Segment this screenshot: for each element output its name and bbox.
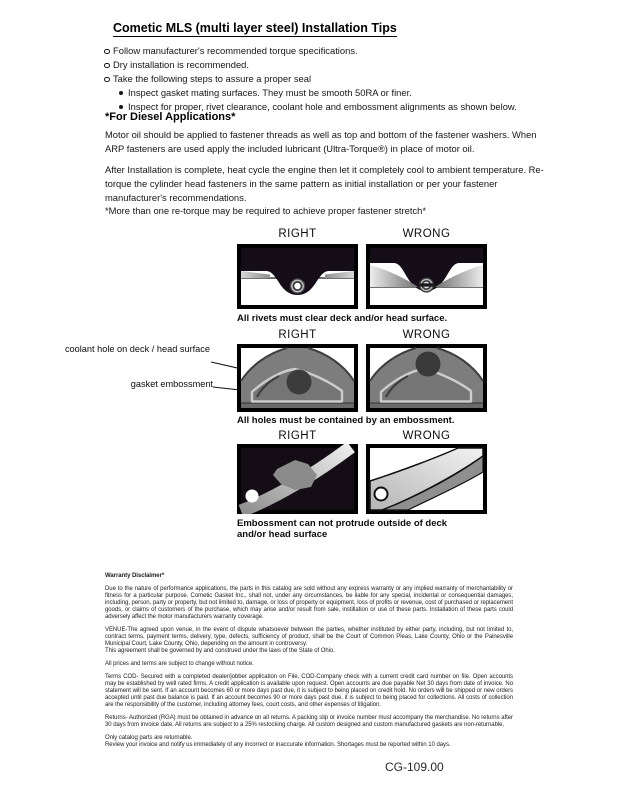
coolant-hole-icon (287, 370, 312, 395)
row3-caption: Embossment can not protrude outside of deck and/or head surface (237, 518, 448, 540)
diagram-rivet-wrong (366, 244, 487, 309)
row2-caption: All holes must be contained by an embossment. (237, 415, 455, 426)
diesel-applications-heading: *For Diesel Applications* (105, 111, 236, 123)
tip-item: Dry installation is recommended. (104, 58, 564, 72)
disclaimer-paragraph: VENUE-The agreed upon venue, in the event of dispute whatsoever between the parties, whether instituted by either party, including, but not limited to, contract terms, payment terms, delivery, type, defects, sufficiency of product, shall be the Court of Common Pleas, Lake County, Ohio or the Painesville Municipal Court, Lake County, Ohio, depending on the amount in controversy. (105, 627, 513, 647)
diesel-paragraph-1: Motor oil should be applied to fastener threads as well as top and bottom of the fastener washers. When ARP fasteners are used apply the included lubricant (Ultra-Torque®) in place of motor oil. (105, 129, 537, 154)
tip-item: Follow manufacturer's recommended torque specifications. (104, 44, 564, 58)
disclaimer-paragraph: All prices and terms are subject to change without notice. (105, 661, 254, 667)
diagram-embossment-right (237, 344, 358, 412)
row2-right-label: RIGHT (278, 329, 317, 341)
bolt-hole-icon (375, 488, 388, 501)
bolt-hole-icon (246, 490, 259, 503)
disclaimer-paragraph: Review your invoice and notify us immediately of any incorrect or inaccurate information. Shortages must be reported within 10 days. (105, 742, 451, 748)
tip-sub-item: Inspect gasket mating surfaces. They must be smooth 50RA or finer. (119, 86, 564, 100)
diagram-embossment-wrong (366, 344, 487, 412)
disclaimer-heading: Warranty Disclaimer* (105, 573, 165, 579)
diagram-rivet-right (237, 244, 358, 309)
tip-item: Take the following steps to assure a proper seal (104, 72, 564, 86)
diesel-paragraph-2: After Installation is complete, heat cycle the engine then let it completely cool to ambient temperature. Re-torque the cylinder head fasteners in the same pattern as initial installation or per your fastener manufacturer's recommendations. (105, 164, 544, 203)
warranty-disclaimer (105, 573, 513, 749)
catalog-page-number: CG-109.00 (385, 760, 444, 774)
row1-caption: All rivets must clear deck and/or head surface. (237, 313, 448, 324)
diagram-protrusion-right (237, 444, 358, 514)
diagram-protrusion-wrong (366, 444, 487, 514)
disclaimer-paragraph: Returns- Authorized (RGA) must be obtained in advance on all returns. A packing slip or invoice number must accompany the merchandise. No returns after 30 days from invoice date. All returns are subject to a 25% restocking charge. All custom designed and custom manufactured gaskets are non-returnable. (105, 715, 513, 728)
row1-wrong-label: WRONG (402, 228, 451, 240)
retorque-note: *More than one re-torque may be required to achieve proper fastener stretch* (105, 205, 427, 216)
disclaimer-paragraph: Due to the nature of performance applications, the parts in this catalog are sold without any express warranty or any implied warranty of merchantability or fitness for a particular purpose. Cometic Gasket Inc., shall not, under any circumstances, be liable for any special, incidental or consequential damages, including, person, party or property, but not limited to, damage, or loss of property or equipment, loss of profits or revenue, cost of purchased or replacement goods, or claims of customers of the purchase, which may arise and/or result from sale, instillation or use of these parts. Installation of these parts could adversely affect the motor manufacturers warranty coverage. (105, 586, 513, 620)
row1-right-label: RIGHT (278, 228, 317, 240)
callout-gasket-embossment: gasket embossment (130, 379, 213, 389)
coolant-hole-icon (416, 352, 441, 377)
disclaimer-paragraph: Terms COD- Secured with a completed dealer/jobber application on File, COD-Company check with a current credit card number on file. Open accounts may be established by well rated firms. A credit application is available upon request. Open accounts are due payable Net 30 days from date of invoice. No statement will be sent. If an account becomes 60 or more days past due, it is subject to being placed on credit hold. No orders will be shipped or new orders accepted until past due balance is paid. If an account becomes 90 or more days past due, it is subject to being placed for collections. All costs of collection are the responsibility of the customer, including attorney fees, court costs, and other expenses of litigation. (105, 674, 513, 708)
disclaimer-paragraph: Only catalog parts are returnable. (105, 735, 193, 741)
callout-coolant-hole: coolant hole on deck / head surface (64, 344, 210, 354)
row3-right-label: RIGHT (278, 430, 317, 442)
page-title: Cometic MLS (multi layer steel) Installation Tips (113, 21, 397, 35)
row3-wrong-label: WRONG (402, 430, 451, 442)
installation-tips-list (104, 44, 564, 114)
tip-sub-item: Inspect for proper, rivet clearance, coolant hole and embossment alignments as shown below. (119, 100, 564, 114)
row2-wrong-label: WRONG (402, 329, 451, 341)
disclaimer-paragraph: This agreement shall be governed by and construed under the laws of the State of Ohio. (105, 648, 335, 654)
